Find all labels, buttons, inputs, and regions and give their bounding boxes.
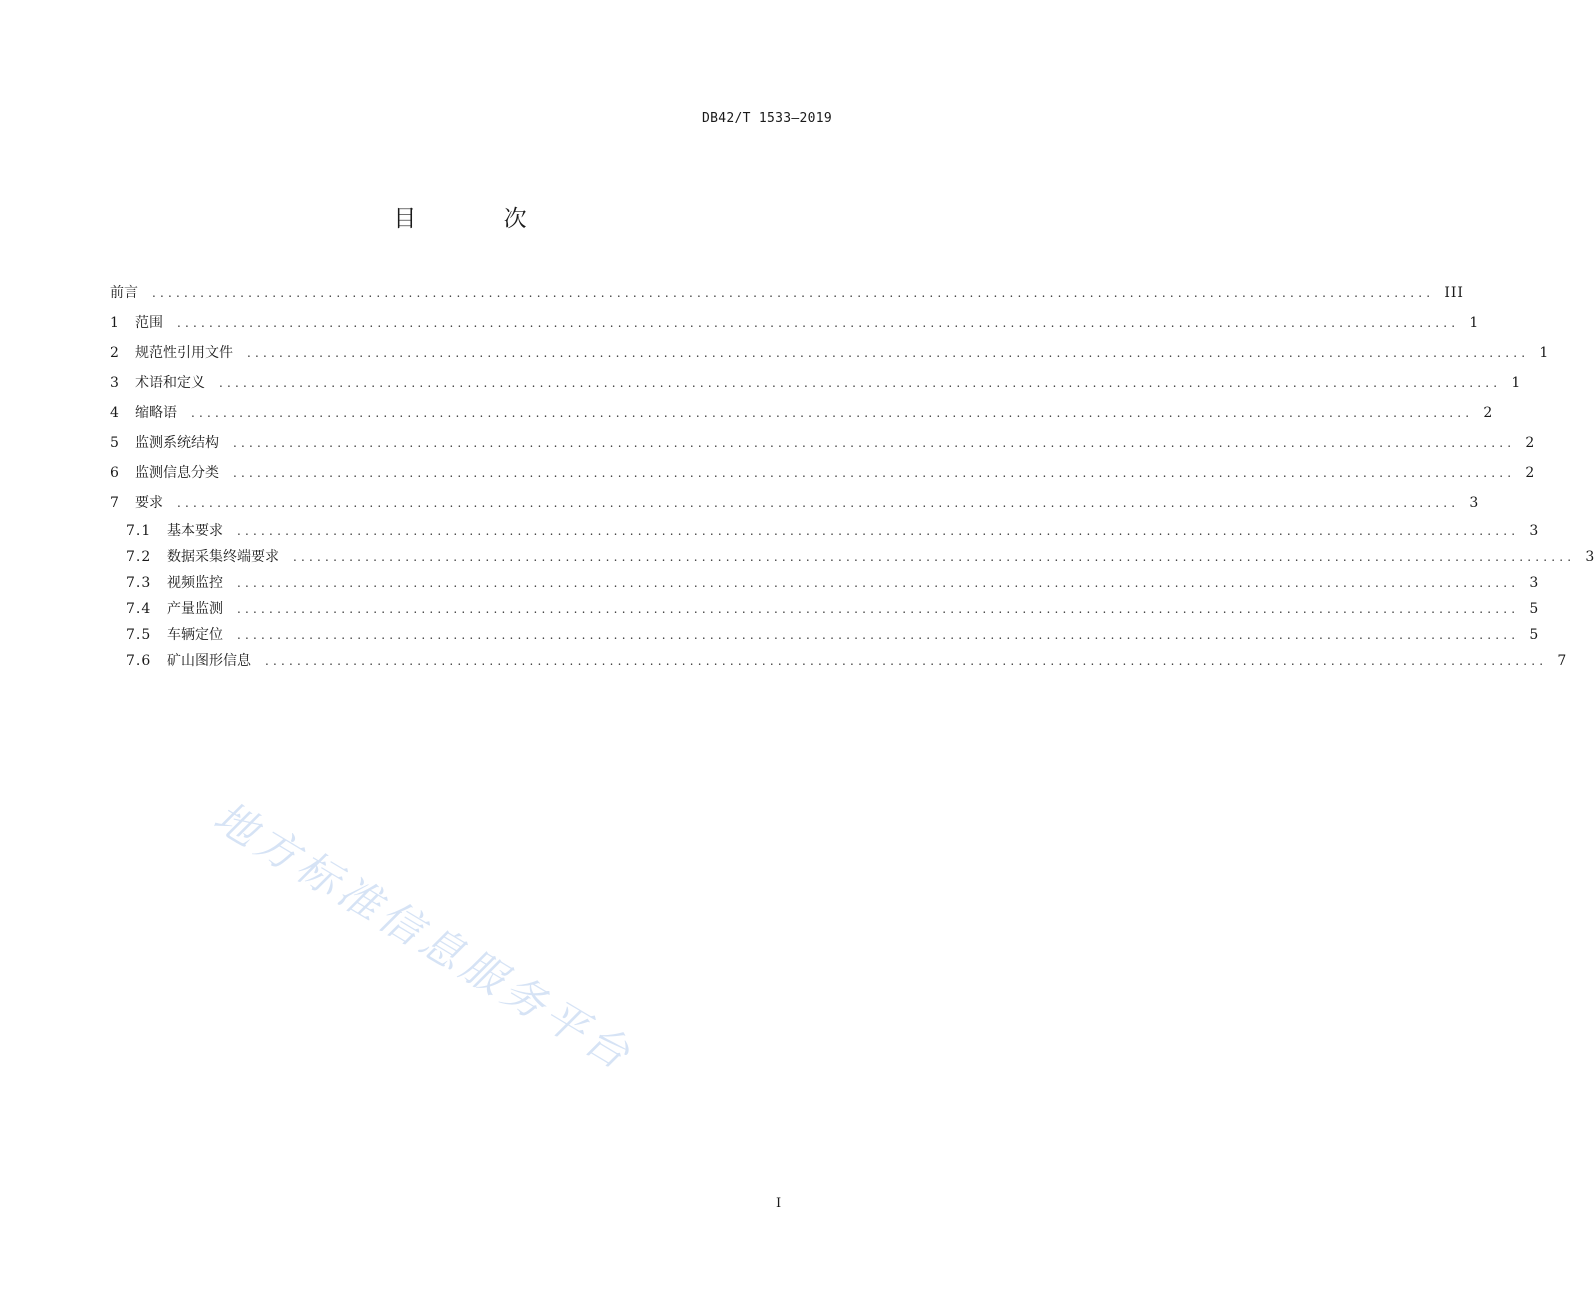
toc-dot-leader: ................................................................................................................................................................ <box>265 654 1548 668</box>
toc-entry-label: 前言 <box>110 285 138 301</box>
toc-entry-page: 1 <box>1469 315 1480 331</box>
toc-entry-number: 7.5 <box>126 627 152 643</box>
toc-dot-leader: ................................................................................................................................................................ <box>177 496 1460 510</box>
toc-entry-page: 3 <box>1529 523 1540 539</box>
toc-entry[interactable] <box>110 308 1480 338</box>
toc-entry-label: 数据采集终端要求 <box>167 549 279 565</box>
toc-entry[interactable] <box>110 398 1494 428</box>
toc-entry-number: 2 <box>110 345 119 361</box>
toc-dot-leader: ................................................................................................................................................................ <box>233 466 1516 480</box>
toc-dot-leader: ................................................................................................................................................................ <box>237 602 1520 616</box>
toc-entry-number: 3 <box>110 375 119 391</box>
toc-entry-number: 6 <box>110 465 119 481</box>
toc-entry-number: 5 <box>110 435 119 451</box>
toc-entry[interactable] <box>110 596 1540 622</box>
toc-entry-page: 5 <box>1529 601 1540 617</box>
toc-entry[interactable] <box>110 570 1540 596</box>
toc-entry-label: 监测信息分类 <box>135 465 219 481</box>
toc-entry[interactable] <box>110 458 1536 488</box>
toc-dot-leader: ................................................................................................................................................................ <box>237 576 1520 590</box>
toc-entry-page: 3 <box>1529 575 1540 591</box>
toc-entry[interactable] <box>110 648 1568 674</box>
toc-entry[interactable] <box>110 622 1540 648</box>
toc-entry-page: 3 <box>1585 549 1595 565</box>
toc-entry-label: 规范性引用文件 <box>135 345 233 361</box>
standard-code: DB42/T 1533—2019 <box>701 111 832 126</box>
toc-entry-number: 7.6 <box>126 653 152 669</box>
toc-entry[interactable] <box>110 368 1522 398</box>
toc-entry-page: 7 <box>1557 653 1568 669</box>
toc-entry-label: 范围 <box>135 315 163 331</box>
toc-entry-label: 监测系统结构 <box>135 435 219 451</box>
toc-entry-number: 7.1 <box>126 523 152 539</box>
toc-entry[interactable] <box>110 338 1550 368</box>
toc-entry-number: 1 <box>110 315 119 331</box>
toc-entry-page: 5 <box>1529 627 1540 643</box>
toc-entry-page: 1 <box>1511 375 1522 391</box>
toc-entry-number: 7 <box>110 495 119 511</box>
toc-entry-page: 1 <box>1539 345 1550 361</box>
toc-entry-page: 2 <box>1525 435 1536 451</box>
toc-entry-label: 车辆定位 <box>167 627 223 643</box>
toc-entry-label: 缩略语 <box>135 405 177 421</box>
toc-entry[interactable] <box>110 544 1595 570</box>
toc-dot-leader: ................................................................................................................................................................ <box>247 346 1530 360</box>
watermark: 地方标准信息服务平台 <box>205 791 643 1082</box>
toc-dot-leader: ................................................................................................................................................................ <box>237 628 1520 642</box>
toc-entry-label: 视频监控 <box>167 575 223 591</box>
toc-entry-page: 2 <box>1525 465 1536 481</box>
toc-title: 目 次 <box>393 206 567 232</box>
toc-entry-label: 矿山图形信息 <box>167 653 251 669</box>
toc-entry-number: 7.2 <box>126 549 152 565</box>
page-number: I <box>776 1196 782 1211</box>
toc-entry-number: 7.3 <box>126 575 152 591</box>
toc-entry[interactable] <box>110 278 1464 308</box>
toc-entry[interactable] <box>110 488 1480 518</box>
toc-entry[interactable] <box>110 518 1540 544</box>
toc-dot-leader: ................................................................................................................................................................ <box>219 376 1502 390</box>
toc-entry-page: 3 <box>1469 495 1480 511</box>
toc-entry-label: 要求 <box>135 495 163 511</box>
toc-entry-number: 7.4 <box>126 601 152 617</box>
toc-entry-label: 基本要求 <box>167 523 223 539</box>
toc-dot-leader: ................................................................................................................................................................ <box>152 286 1435 300</box>
toc-dot-leader: ................................................................................................................................................................ <box>293 550 1576 564</box>
toc-entry-label: 术语和定义 <box>135 375 205 391</box>
toc-dot-leader: ................................................................................................................................................................ <box>233 436 1516 450</box>
toc-entry-page: 2 <box>1483 405 1494 421</box>
toc-entry-label: 产量监测 <box>167 601 223 617</box>
toc-dot-leader: ................................................................................................................................................................ <box>177 316 1460 330</box>
toc-list <box>110 278 1595 674</box>
toc-dot-leader: ................................................................................................................................................................ <box>237 524 1520 538</box>
toc-dot-leader: ................................................................................................................................................................ <box>191 406 1474 420</box>
toc-entry[interactable] <box>110 428 1536 458</box>
toc-entry-number: 4 <box>110 405 119 421</box>
toc-entry-page: III <box>1444 285 1464 301</box>
